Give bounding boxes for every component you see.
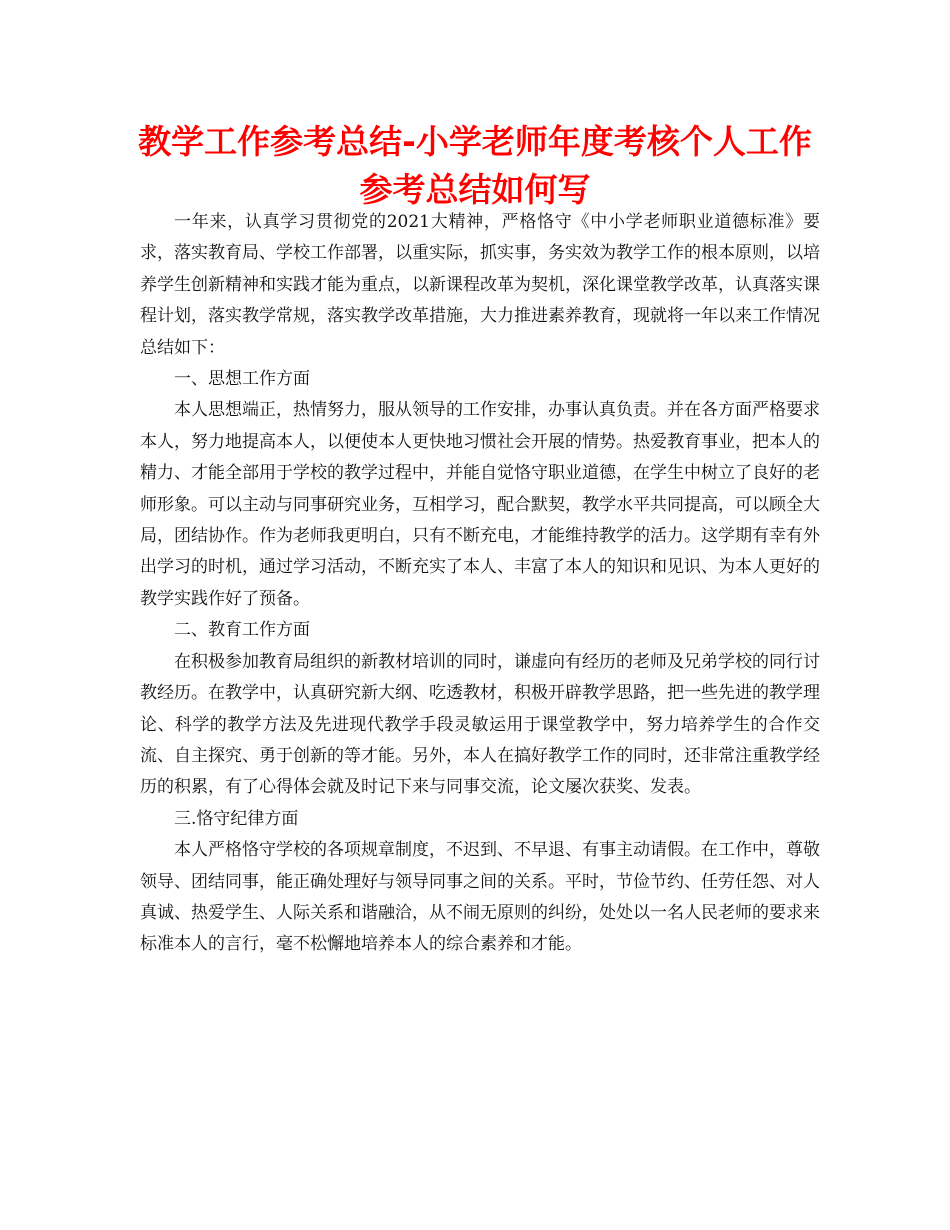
section-text-education: 在积极参加教育局组织的新教材培训的同时，谦虚向有经历的老师及兄弟学校的同行讨教经历。在教学中，认真研究新大纲、吃透教材，积极开辟教学思路，把一些先进的教学理论、科学的教学方法及先进现代教学手段灵敏运用于课堂教学中，努力培养学生的合作交流、自主探究、勇于创新的等才能。另外，本人在搞好教学工作的同时，还非常注重教学经历的积累，有了心得体会就及时记下来与同事交流，论文屡次获奖、发表。 bbox=[140, 651, 820, 798]
document-body bbox=[140, 207, 820, 961]
section-heading-education: 二、教育工作方面 bbox=[174, 620, 310, 641]
section-heading-thought: 一、思想工作方面 bbox=[174, 369, 310, 390]
intro-paragraph: 一年来，认真学习贯彻党的2021大精神，严格恪守《中小学老师职业道德标准》要求，落实教育局、学校工作部署，以重实际，抓实事，务实效为教学工作的根本原则，以培养学生创新精神和实践才能为重点，以新课程改革为契机，深化课堂教学改革，认真落实课程计划，落实教学常规，落实教学改革措施，大力推进素养教育，现就将一年以来工作情况总结如下： bbox=[140, 212, 820, 358]
section-heading-discipline: 三.恪守纪律方面 bbox=[174, 808, 299, 829]
section-text-thought: 本人思想端正，热情努力，服从领导的工作安排，办事认真负责。并在各方面严格要求本人，努力地提高本人，以便使本人更快地习惯社会开展的情势。热爱教育事业，把本人的精力、才能全部用于学校的教学过程中，并能自觉恪守职业道德，在学生中树立了良好的老师形象。可以主动与同事研究业务，互相学习，配合默契，教学水平共同提高，可以顾全大局，团结协作。作为老师我更明白，只有不断充电，才能维持教学的活力。这学期有幸有外出学习的时机，通过学习活动，不断充实了本人、丰富了本人的知识和见识、为本人更好的教学实践作好了预备。 bbox=[140, 400, 820, 609]
section-text-discipline: 本人严格恪守学校的各项规章制度，不迟到、不早退、有事主动请假。在工作中，尊敬领导、团结同事，能正确处理好与领导同事之间的关系。平时，节俭节约、任劳任怨、对人真诚、热爱学生、人际关系和谐融洽，从不闹无原则的纠纷，处处以一名人民老师的要求来标准本人的言行，毫不松懈地培养本人的综合素养和才能。 bbox=[140, 840, 820, 955]
document-title: 教学工作参考总结-小学老师年度考核个人工作参考总结如何写 bbox=[138, 122, 812, 209]
